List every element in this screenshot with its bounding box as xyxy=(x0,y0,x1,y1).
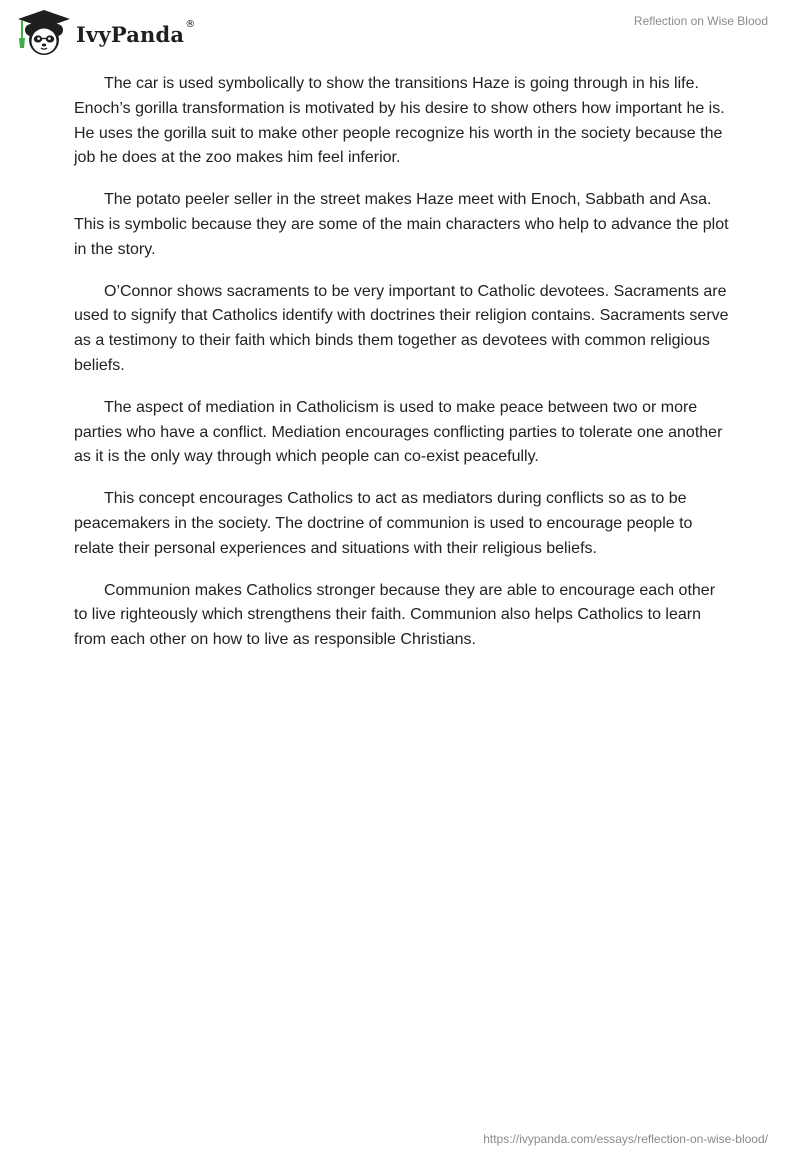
essay-paragraph: The aspect of mediation in Catholicism is used to make peace between two or more parties who have a conflict. Mediation encourages conflicting parties to tolerate one another as it is the only way through which people can co-exist peacefully. xyxy=(74,398,723,466)
essay-body xyxy=(74,72,730,670)
brand-name: IvyPanda xyxy=(76,21,185,47)
essay-paragraph: The potato peeler seller in the street makes Haze meet with Enoch, Sabbath and Asa. This is symbolic because they are some of the main characters who help to advance the plot in the story. xyxy=(74,191,729,258)
page-header xyxy=(0,0,800,64)
registered-mark: ® xyxy=(185,18,196,30)
source-url[interactable]: https://ivypanda.com/essays/reflection-on-wise-blood/ xyxy=(483,1132,768,1146)
essay-paragraph: This concept encourages Catholics to act as mediators during conflicts so as to be peacemakers in the society. The doctrine of communion is used to encourage people to relate their personal experiences and situations with their religious beliefs. xyxy=(74,490,693,557)
ivypanda-logo[interactable] xyxy=(14,8,195,58)
panda-graduation-cap-logo-icon xyxy=(14,8,72,58)
document-title: Reflection on Wise Blood xyxy=(633,14,768,28)
essay-paragraph: Communion makes Catholics stronger because they are able to encourage each other to live righteously which strengthens their faith. Communion also helps Catholics to learn from each other on how to live as responsible Christians. xyxy=(74,581,716,649)
essay-paragraph: The car is used symbolically to show the transitions Haze is going through in his life. Enoch’s gorilla transformation is motivated by his desire to show others how important he is. He uses the gorilla suit to make other people recognize his worth in the society because the job he does at the zoo makes him feel inferior. xyxy=(74,75,725,167)
essay-paragraph: O’Connor shows sacraments to be very important to Catholic devotees. Sacraments are used to signify that Catholics identify with doctrines their religion contains. Sacraments serve as a testimony to their faith which binds them together as devotees with common religious beliefs. xyxy=(74,282,729,374)
